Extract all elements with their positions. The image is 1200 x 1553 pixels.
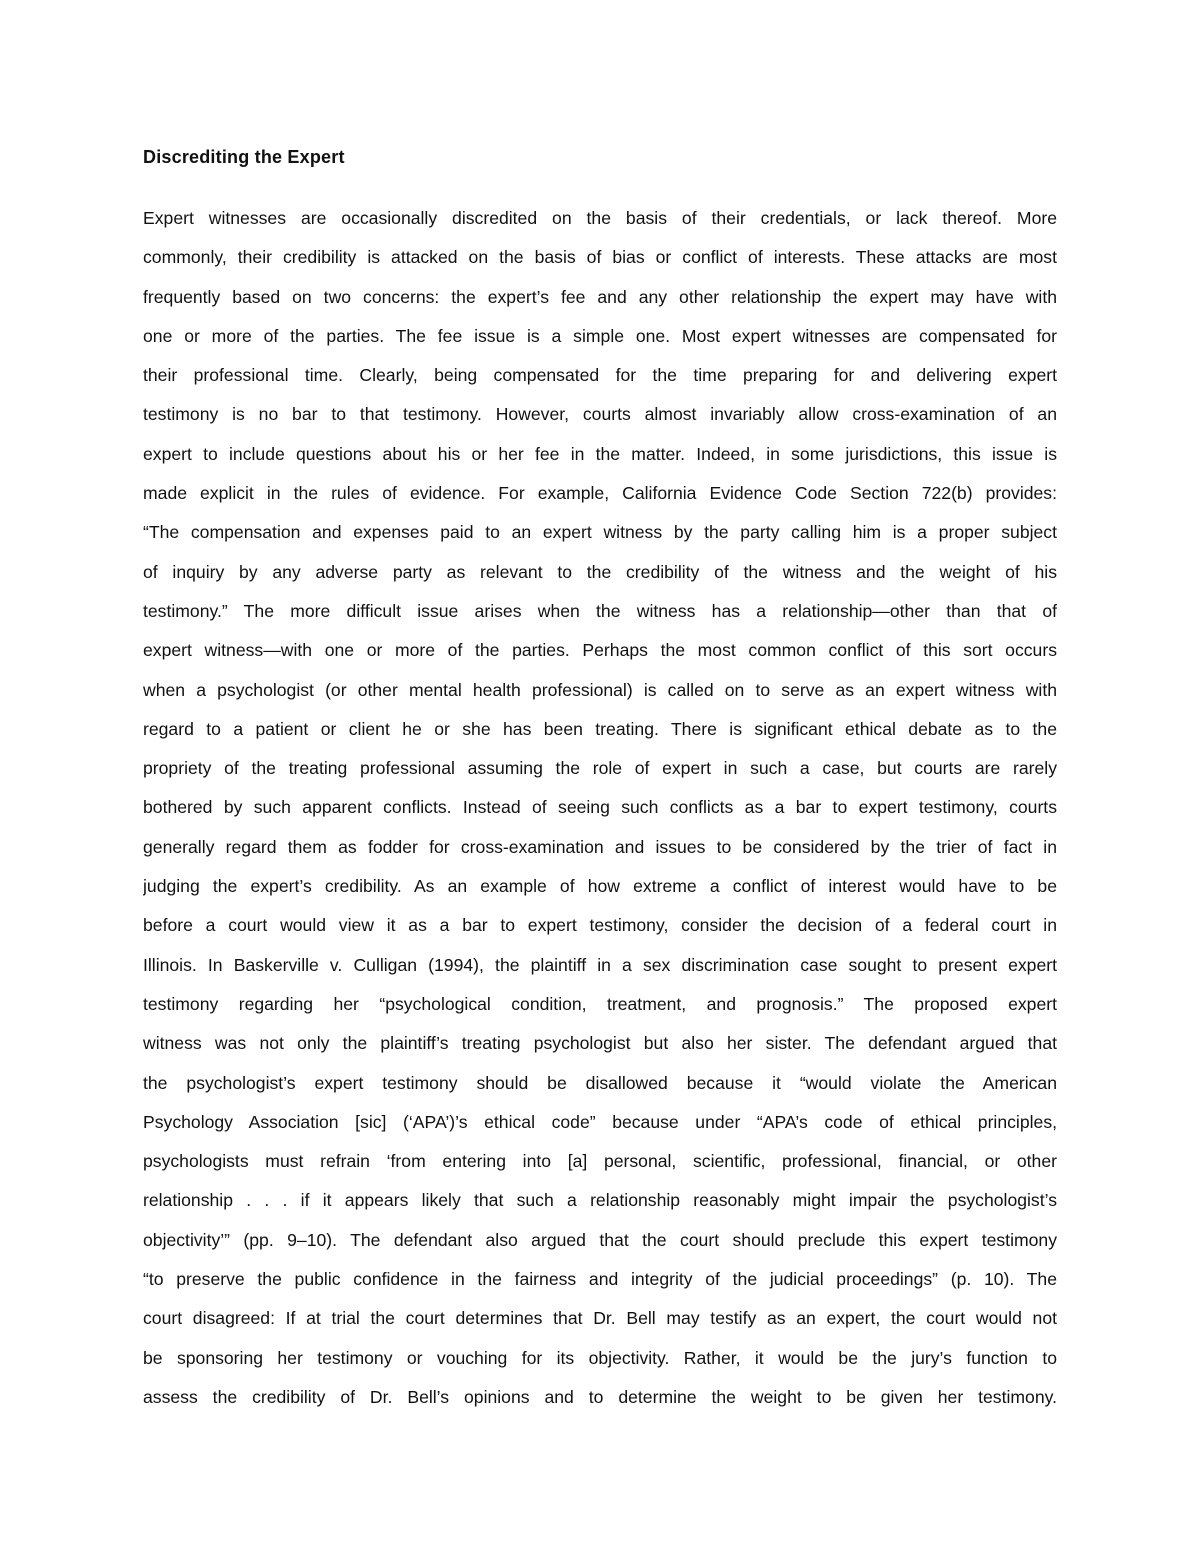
document-title: Discrediting the Expert [143,147,345,167]
document-body [143,199,1057,1417]
body-line: “The compensation and expenses paid to an expert witness by the party calling him is a proper subject [143,522,1057,543]
body-line: generally regard them as fodder for cross-examination and issues to be considered by the trier of fact in [143,836,1057,857]
body-line: relationship . . . if it appears likely that such a relationship reasonably might impair the psychologist’s [143,1190,1057,1211]
body-line: one or more of the parties. The fee issue is a simple one. Most expert witnesses are compensated for [143,325,1057,346]
body-line: made explicit in the rules of evidence. For example, California Evidence Code Section 722(b) provides: [143,483,1057,504]
body-line: commonly, their credibility is attacked on the basis of bias or conflict of interests. These attacks are most [143,247,1057,268]
body-line: when a psychologist (or other mental health professional) is called on to serve as an expert witness with [143,679,1057,700]
body-line: of inquiry by any adverse party as relevant to the credibility of the witness and the weight of his [143,561,1057,582]
body-line: testimony.” The more difficult issue arises when the witness has a relationship—other than that of [143,600,1057,621]
body-line: judging the expert’s credibility. As an example of how extreme a conflict of interest would have to be [143,876,1057,897]
body-line: testimony is no bar to that testimony. However, courts almost invariably allow cross-examination of an [143,404,1057,425]
body-line: Psychology Association [sic] (‘APA’)’s ethical code” because under “APA’s code of ethical principles, [143,1111,1057,1132]
body-line: Expert witnesses are occasionally discredited on the basis of their credentials, or lack thereof. More [143,208,1057,228]
body-line: propriety of the treating professional assuming the role of expert in such a case, but courts are rarely [143,758,1057,779]
body-line: Illinois. In Baskerville v. Culligan (1994), the plaintiff in a sex discrimination case sought to present expert [143,954,1057,975]
body-line: witness was not only the plaintiff’s treating psychologist but also her sister. The defendant argued that [143,1033,1057,1054]
body-line: expert witness—with one or more of the parties. Perhaps the most common conflict of this sort occurs [143,640,1057,661]
body-line: objectivity’” (pp. 9–10). The defendant also argued that the court should preclude this expert testimony [143,1229,1057,1250]
body-line: before a court would view it as a bar to expert testimony, consider the decision of a federal court in [143,915,1057,936]
body-line: assess the credibility of Dr. Bell’s opinions and to determine the weight to be given her testimony. [143,1386,1057,1407]
body-line: psychologists must refrain ‘from entering into [a] personal, scientific, professional, financial, or other [143,1151,1057,1172]
body-line: regard to a patient or client he or she has been treating. There is significant ethical debate as to the [143,718,1057,739]
body-line: the psychologist’s expert testimony should be disallowed because it “would violate the American [143,1072,1057,1093]
body-line: “to preserve the public confidence in the fairness and integrity of the judicial proceedings” (p. 10). The [143,1269,1057,1290]
body-line: frequently based on two concerns: the expert’s fee and any other relationship the expert may have with [143,286,1057,307]
body-line: their professional time. Clearly, being compensated for the time preparing for and delivering expert [143,365,1057,386]
body-line: bothered by such apparent conflicts. Instead of seeing such conflicts as a bar to expert testimony, courts [143,797,1057,818]
body-line: expert to include questions about his or her fee in the matter. Indeed, in some jurisdictions, this issue is [143,443,1057,464]
body-line: be sponsoring her testimony or vouching for its objectivity. Rather, it would be the jury’s function to [143,1347,1057,1368]
body-line: testimony regarding her “psychological condition, treatment, and prognosis.” The proposed expert [143,993,1057,1014]
body-line: court disagreed: If at trial the court determines that Dr. Bell may testify as an expert, the court would not [143,1308,1057,1329]
